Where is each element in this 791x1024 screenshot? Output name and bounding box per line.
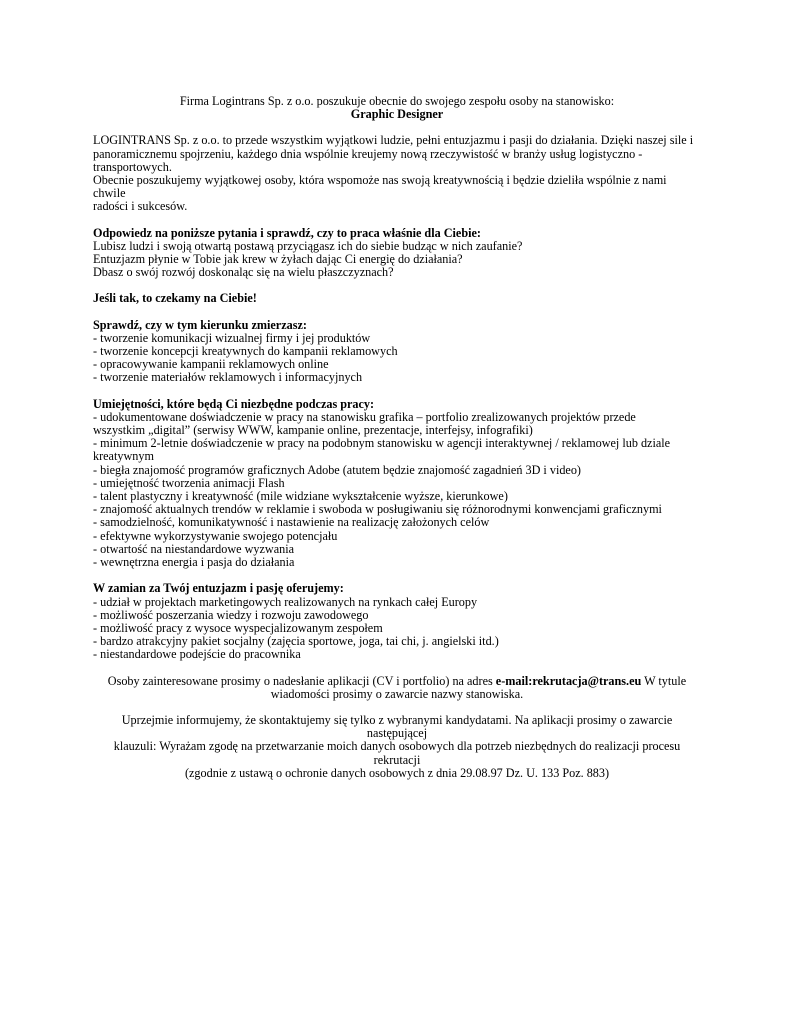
skill-line: kreatywnym: [93, 449, 154, 464]
about-line: LOGINTRANS Sp. z o.o. to przede wszystkim wyjątkowi ludzie, pełni entuzjazmu i pasji do działania. Dzięki naszej sile i: [93, 133, 694, 148]
direction-item: - tworzenie komunikacji wizualnej firmy i jej produktów: [93, 330, 371, 345]
direction-item: - tworzenie koncepcji kreatywnych do kampanii reklamowych: [93, 344, 398, 359]
email-address[interactable]: e-mail:rekrutacja@trans.eu: [495, 673, 642, 688]
job-ad-content: [93, 95, 701, 780]
about-paragraph: [93, 134, 701, 213]
question-item: Dbasz o swój rozwój doskonaląc się na wielu płaszczyznach?: [93, 265, 394, 280]
skill-line: - minimum 2-letnie doświadczenie w pracy na podobnym stanowisku w agencji interaktywnej / reklamowej lub dziale: [93, 436, 671, 451]
offer-item: - udział w projektach marketingowych realizowanych na rynkach całej Europy: [93, 594, 478, 609]
about-line: Obecnie poszukujemy wyjątkowej osoby, która wspomoże nas swoją kreatywnością i będzie dzieliła wspólnie z nami chwile: [93, 173, 667, 201]
questions-heading: Odpowiedz na poniższe pytania i sprawdź, czy to praca właśnie dla Ciebie:: [93, 225, 481, 240]
direction-section: [93, 319, 701, 385]
offer-item: - bardzo atrakcyjny pakiet socjalny (zajęcia sportowe, joga, tai chi, j. angielski itd.): [93, 634, 499, 649]
skill-line: - efektywne wykorzystywanie swojego potencjału: [93, 528, 338, 543]
direction-list: [93, 332, 701, 385]
position-title: Graphic Designer: [350, 107, 444, 122]
about-line: radości i sukcesów.: [93, 199, 188, 214]
skill-line: - udokumentowane doświadczenie w pracy na stanowisku grafika – portfolio zrealizowanych projektów przede: [93, 409, 636, 424]
notice-line: (zgodnie z ustawą o ochronie danych osobowych z dnia 29.08.97 Dz. U. 133 Poz. 883): [184, 765, 610, 780]
skill-line: wszystkim „digital” (serwisy WWW, kampanie online, prezentacje, interfejsy, infografiki): [93, 423, 533, 438]
skill-line: - talent plastyczny i kreatywność (mile widziane wykształcenie wyższe, kierunkowe): [93, 489, 508, 504]
skill-line: - biegła znajomość programów graficznych Adobe (atutem będzie znajomość zagadnień 3D i video): [93, 462, 581, 477]
apply-paragraph: [93, 675, 701, 701]
apply-text-after: W tytule: [641, 673, 687, 688]
skills-section: [93, 398, 701, 570]
intro-line: Firma Logintrans Sp. z o.o. poszukuje obecnie do swojego zespołu osoby na stanowisko:: [179, 94, 615, 108]
offer-item: - niestandardowe podejście do pracownika: [93, 647, 301, 662]
apply-line-2: wiadomości prosimy o zawarcie nazwy stanowiska.: [270, 686, 524, 701]
skill-line: - wewnętrzna energia i pasja do działania: [93, 555, 295, 570]
intro-block: [93, 95, 701, 121]
apply-text: Osoby zainteresowane prosimy o nadesłanie aplikacji (CV i portfolio) na adres: [107, 673, 496, 688]
skill-line: - znajomość aktualnych trendów w reklamie i swoboda w posługiwaniu się różnorodnymi konwencjami graficznymi: [93, 502, 662, 517]
offer-heading: W zamian za Twój entuzjazm i pasję oferujemy:: [93, 581, 344, 596]
question-item: Lubisz ludzi i swoją otwartą postawą przyciągasz ich do siebie budząc w nich zaufanie?: [93, 238, 523, 253]
notice-paragraph: [93, 714, 701, 780]
direction-heading: Sprawdź, czy w tym kierunku zmierzasz:: [93, 317, 307, 332]
question-item: Entuzjazm płynie w Tobie jak krew w żyłach dając Ci energię do działania?: [93, 252, 463, 267]
callout-text: Jeśli tak, to czekamy na Ciebie!: [93, 291, 257, 306]
questions-section: [93, 227, 701, 280]
direction-item: - tworzenie materiałów reklamowych i informacyjnych: [93, 370, 363, 385]
skills-heading: Umiejętności, które będą Ci niezbędne podczas pracy:: [93, 396, 375, 411]
offer-section: [93, 582, 701, 661]
direction-item: - opracowywanie kampanii reklamowych online: [93, 357, 329, 372]
skill-line: - samodzielność, komunikatywność i nastawienie na realizację założonych celów: [93, 515, 490, 530]
about-line: panoramicznemu spojrzeniu, każdego dnia wspólnie kreujemy nową rzeczywistość w branży usług logistyczno - transportowych.: [93, 146, 643, 174]
notice-line: klauzuli: Wyrażam zgodę na przetwarzanie moich danych osobowych dla potrzeb niezbędnych do realizacji procesu rekrutacji: [113, 739, 681, 767]
skill-line: - otwartość na niestandardowe wyzwania: [93, 541, 295, 556]
offer-item: - możliwość poszerzania wiedzy i rozwoju zawodowego: [93, 607, 369, 622]
notice-line: Uprzejmie informujemy, że skontaktujemy się tylko z wybranymi kandydatami. Na aplikacji prosimy o zawarcie następującej: [121, 712, 673, 741]
offer-list: [93, 596, 701, 662]
apply-line: [93, 675, 701, 688]
skill-line: - umiejętność tworzenia animacji Flash: [93, 475, 285, 490]
offer-item: - możliwość pracy z wysoce wyspecjalizowanym zespołem: [93, 620, 383, 635]
